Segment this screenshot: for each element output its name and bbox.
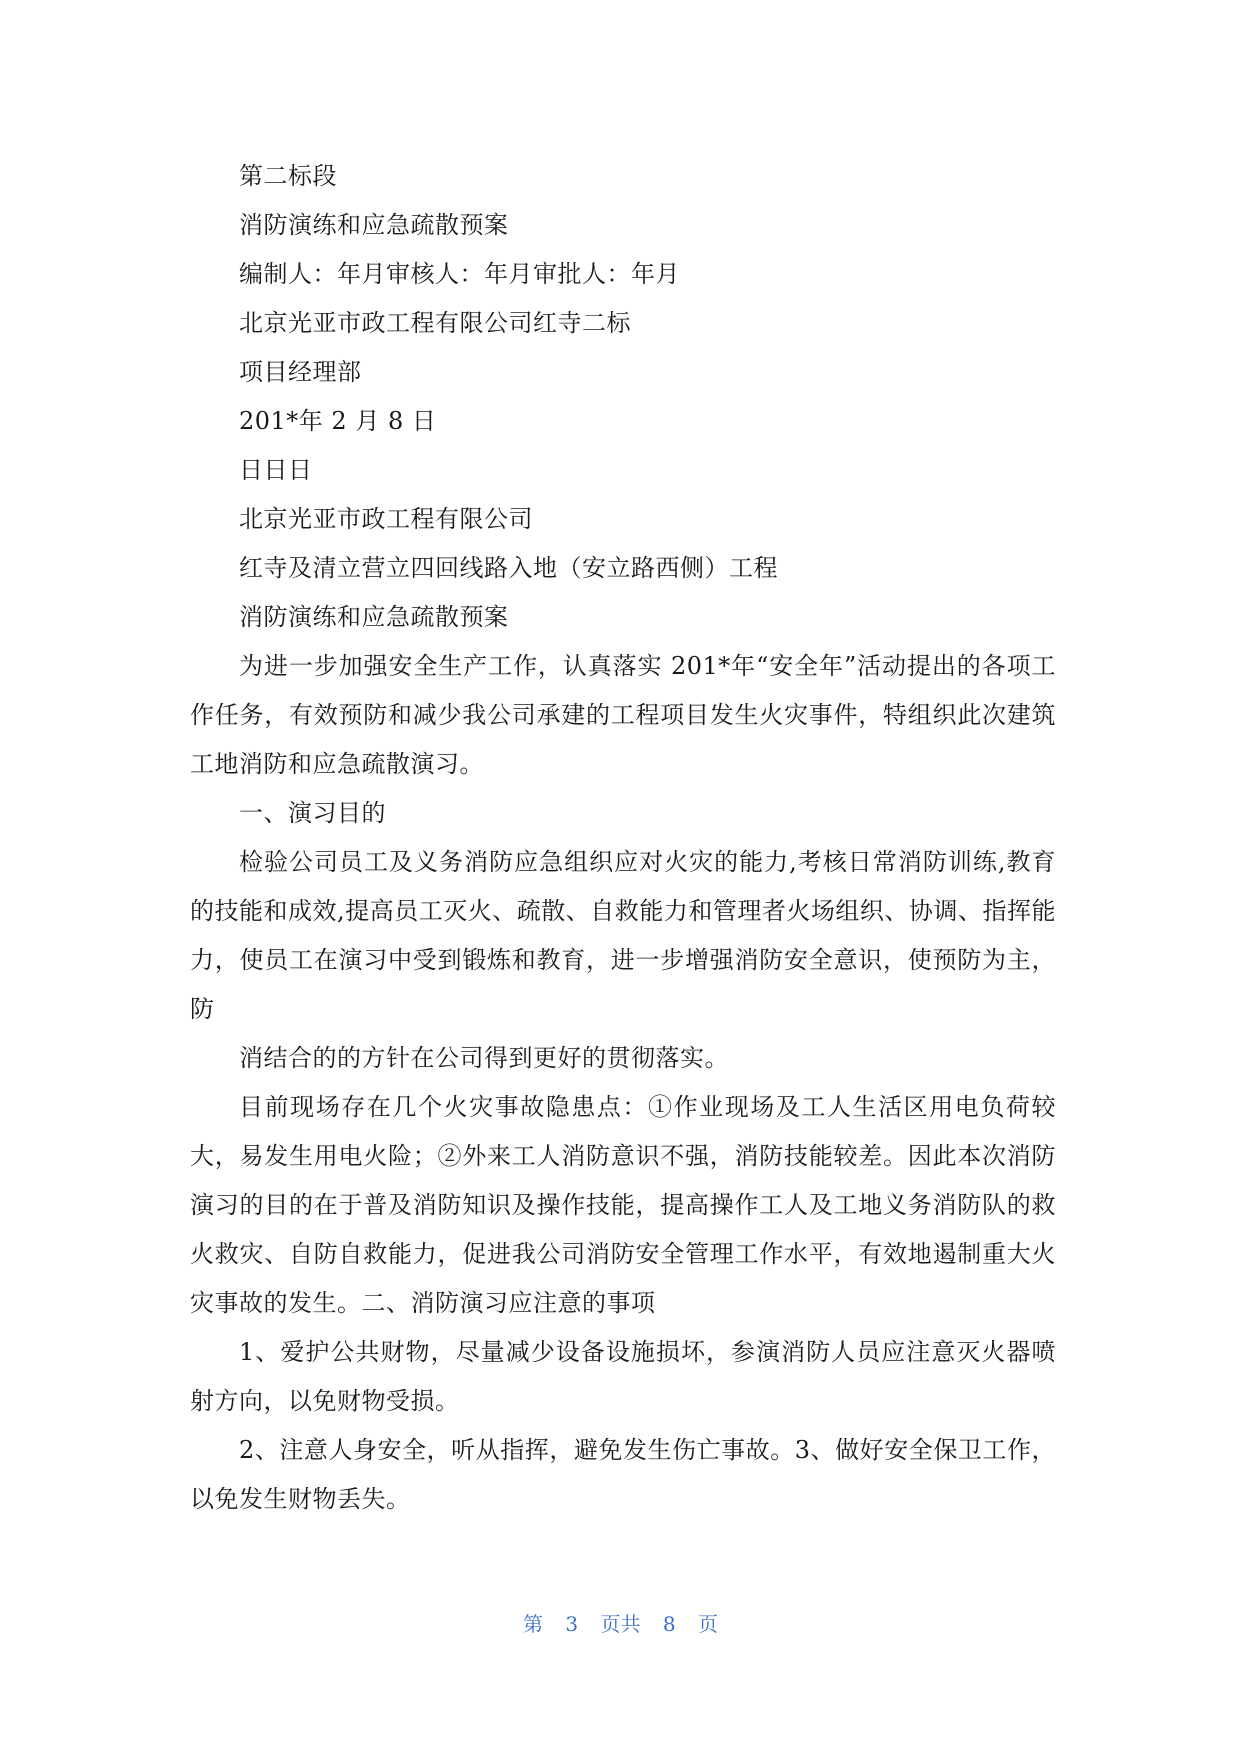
footer-ye: 页 <box>697 1612 718 1636</box>
hazards-paragraph: 目前现场存在几个火灾事故隐患点：①作业现场及工人生活区用电负荷较大，易发生用电火险；②外来工人消防意识不强，消防技能较差。因此本次消防演习的目的在于普及消防知识及操作技能，提高操作工人及工地义务消防队的救火救灾、自防自救能力，促进我公司消防安全管理工作水平，有效地遏制重大火灾事故的发生。二、消防演习应注意的事项 <box>190 1093 1056 1317</box>
company-name: 北京光亚市政工程有限公司 <box>239 505 533 533</box>
date-line: 201*年 2 月 8 日 <box>239 407 437 435</box>
approval-line: 编制人：年月审核人：年月审批人：年月 <box>239 260 680 288</box>
project-name: 红寺及清立营立四回线路入地（安立路西侧）工程 <box>239 554 778 582</box>
item-2-3-paragraph: 2、注意人身安全，听从指挥，避免发生伤亡事故。3、做好安全保卫工作，以免发生财物丢失。 <box>190 1436 1056 1513</box>
section-label: 第二标段 <box>239 162 337 190</box>
document-body <box>190 152 1056 1524</box>
purpose-paragraph-continued: 消结合的的方针在公司得到更好的贯彻落实。 <box>239 1044 729 1072</box>
footer-ye-gong: 页共 <box>600 1612 641 1636</box>
department-line: 项目经理部 <box>239 358 362 386</box>
page-footer <box>0 1608 1241 1637</box>
footer-di: 第 <box>523 1612 544 1636</box>
company-line: 北京光亚市政工程有限公司红寺二标 <box>239 309 631 337</box>
footer-current-page: 3 <box>565 1612 579 1636</box>
footer-total-pages: 8 <box>662 1612 676 1636</box>
purpose-paragraph: 检验公司员工及义务消防应急组织应对火灾的能力,考核日常消防训练,教育的技能和成效,提高员工灭火、疏散、自救能力和管理者火场组织、协调、指挥能力，使员工在演习中受到锻炼和教育，进一步增强消防安全意识，使预防为主，防 <box>190 848 1056 1023</box>
intro-paragraph: 为进一步加强安全生产工作，认真落实 201*年“安全年”活动提出的各项工作任务，有效预防和减少我公司承建的工程项目发生火灾事件，特组织此次建筑工地消防和应急疏散演习。 <box>190 652 1056 778</box>
plan-title-repeat: 消防演练和应急疏散预案 <box>239 603 509 631</box>
plan-title: 消防演练和应急疏散预案 <box>239 211 509 239</box>
item-1-paragraph: 1、爱护公共财物，尽量减少设备设施损坏，参演消防人员应注意灭火器喷射方向，以免财物受损。 <box>190 1338 1056 1415</box>
heading-drill-purpose: 一、演习目的 <box>239 799 386 827</box>
date-placeholder-line: 日日日 <box>239 456 313 484</box>
